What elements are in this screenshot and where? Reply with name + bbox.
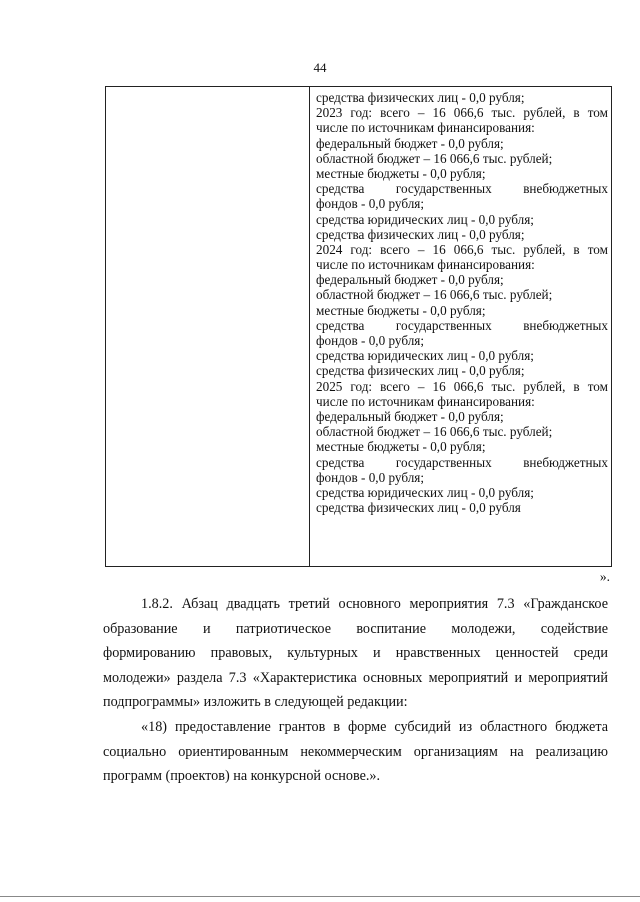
paragraph-line: программ (проектов) на конкурсной основе.». [103,768,381,784]
table-line: средства физических лиц - 0,0 рубля; [316,226,525,242]
table-line: средства физических лиц - 0,0 рубля [316,500,521,516]
table-line: числе по источникам финансирования: [316,393,535,409]
table-line: фондов - 0,0 рубля; [316,196,425,212]
table-line: областной бюджет – 16 066,6 тыс. рублей; [316,287,553,303]
paragraph-amendment-1-8-2 [103,592,608,715]
page-number: 44 [313,60,327,75]
table-line: областной бюджет – 16 066,6 тыс. рублей; [316,150,553,166]
table-column-divider [309,87,310,566]
paragraph-line: социально ориентированным некоммерческим организациям на реализацию [103,743,608,760]
paragraph-line: подпрограммы» изложить в следующей редакции: [103,694,408,710]
bottom-rule [0,896,640,897]
table-line: 2024 год: всего – 16 066,6 тыс. рублей, в том [316,241,608,257]
paragraph-line: формированию правовых, культурных и нравственных ценностей среди [103,645,608,661]
paragraph-line: «18) предоставление грантов в форме субсидий из областного бюджета [141,719,608,735]
table-line: федеральный бюджет - 0,0 рубля; [316,135,504,151]
table-line: средства юридических лиц - 0,0 рубля; [316,484,534,500]
table-line: средства государственных внебюджетных [316,317,608,333]
table-line: областной бюджет – 16 066,6 тыс. рублей; [316,424,553,440]
table-line: средства физических лиц - 0,0 рубля; [316,90,525,105]
table-line: числе по источникам финансирования: [316,120,535,136]
paragraph-amendment-text [103,715,608,789]
table-line: 2023 год: всего – 16 066,6 тыс. рублей, в том [316,105,608,121]
table-line: средства государственных внебюджетных [316,454,608,470]
table-right-cell [316,90,608,515]
table-line: местные бюджеты - 0,0 рубля; [316,439,486,455]
table-line: федеральный бюджет - 0,0 рубля; [316,408,504,424]
table-line: средства юридических лиц - 0,0 рубля; [316,348,534,364]
budget-table [105,86,612,567]
table-line: средства физических лиц - 0,0 рубля; [316,363,525,379]
table-line: 2025 год: всего – 16 066,6 тыс. рублей, в том [316,378,608,394]
paragraph-line: молодежи» раздела 7.3 «Характеристика основных мероприятий и мероприятий [103,669,608,686]
table-line: местные бюджеты - 0,0 рубля; [316,165,486,181]
table-line: средства государственных внебюджетных [316,181,608,197]
table-line: средства юридических лиц - 0,0 рубля; [316,211,534,227]
table-line: числе по источникам финансирования: [316,257,535,273]
table-line: фондов - 0,0 рубля; [316,333,425,348]
closing-quote: ». [599,569,610,584]
table-line: федеральный бюджет - 0,0 рубля; [316,272,504,288]
table-line: местные бюджеты - 0,0 рубля; [316,302,486,318]
paragraph-line: образование и патриотическое воспитание молодежи, содействие [103,620,608,637]
paragraph-line: 1.8.2. Абзац двадцать третий основного мероприятия 7.3 «Гражданское [141,596,608,612]
table-line: фондов - 0,0 рубля; [316,469,425,485]
